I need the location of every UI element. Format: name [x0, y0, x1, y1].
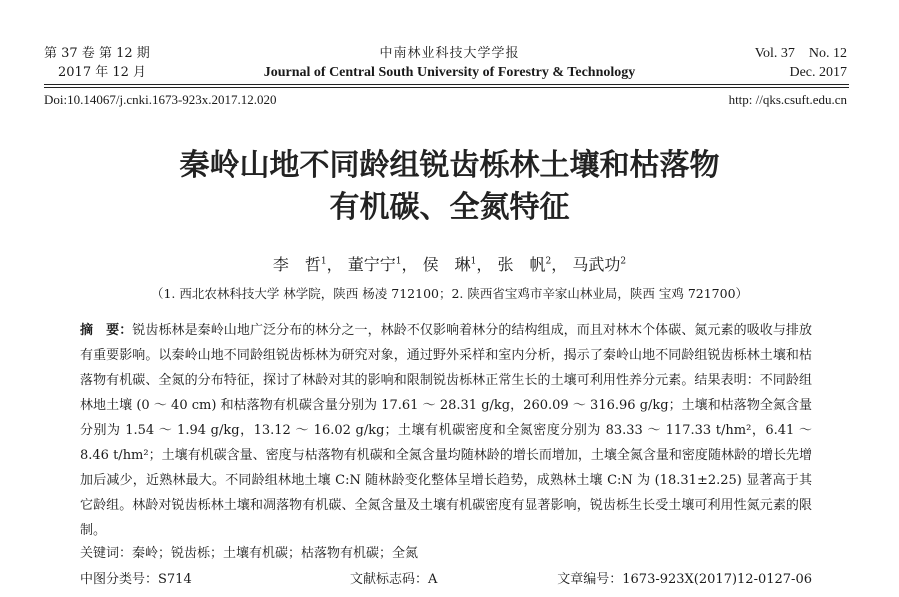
- journal-url-link[interactable]: http: //qks.csuft.edu.cn: [728, 92, 847, 107]
- volume-en: Vol. 37 No. 12: [754, 46, 847, 61]
- author: 董宁宁$^1$，: [347, 255, 418, 274]
- author: 马武功$^2$: [572, 255, 627, 274]
- author: 侯 琳$^1$，: [422, 255, 493, 274]
- article-title: [0, 145, 899, 229]
- journal-name-en: Journal of Central South University of Forestry & Technology: [263, 65, 636, 80]
- title-line-1: 秦岭山地不同龄组锐齿栎林土壤和枯落物: [179, 148, 720, 183]
- doi-link[interactable]: Doi:10.14067/j.cnki.1673-923x.2017.12.020: [44, 92, 277, 107]
- author: 李 哲$^1$，: [272, 255, 343, 274]
- abstract-text: 锐齿栎林是秦岭山地广泛分布的林分之一，林龄不仅影响着林分的结构组成，而且对林木个体碳、氮元素的吸收与排放有重要影响。以秦岭山地不同龄组锐齿栎林为研究对象，通过野外采样和室内分析，揭示了秦岭山地不同龄组锐齿栎林土壤和枯落物有机碳、全氮的分布特征，探讨了林龄对其的影响和限制锐齿栎林正常生长的土壤可利用性养分元素。结果表明：不同龄组林地土壤 (0 ～ 40 cm) 和枯落物有机碳含量分别为 17.61 ～ 28.31 g/kg，260.09 ～ 316.96 g/kg；土壤和枯落物全氮含量分别为 1.54 ～ 1.94 g/kg，13.12 ～ 16.02 g/kg；土壤有机碳密度和全氮密度分别为 83.33 ～ 117.33 t/hm²，6.41 ～ 8.46 t/hm²；土壤有机碳含量、密度与枯落物有机碳和全氮含量均随林龄的增长而增加，土壤全氮含量和密度随林龄的增长先增加后减少，近熟林最大。不同龄组林地土壤 C:N 随林龄变化整体呈增长趋势，成熟林土壤 C:N 为 (18.31±2.25) 显著高于其它龄组。林龄对锐齿栎林土壤和凋落物有机碳、全氮含量及土壤有机碳密度有显著影响，锐齿栎生长受土壤可利用性氮元素的限制。: [80, 323, 812, 538]
- abstract: [80, 318, 812, 543]
- journal-name-cn: 中南林业科技大学学报: [379, 46, 520, 61]
- header-right: [755, 44, 847, 82]
- clc-number: 中图分类号：S714: [80, 572, 192, 587]
- date-cn: 2017 年 12 月: [58, 65, 147, 80]
- document-code: 文献标志码：A: [350, 572, 438, 587]
- title-line-2: 有机碳、全氮特征: [329, 190, 570, 225]
- article-number: 文章编号：1673-923X(2017)12-0127-06: [557, 572, 812, 587]
- header-rule-bottom: [44, 87, 849, 88]
- affiliation: （1. 西北农林科技大学 林学院，陕西 杨凌 712100；2. 陕西省宝鸡市辛家山林业局，陕西 宝鸡 721700）: [150, 286, 749, 301]
- abstract-label: 摘 要：: [80, 323, 133, 338]
- author-list: [0, 252, 899, 275]
- date-en: Dec. 2017: [789, 65, 847, 80]
- volume-cn: 第 37 卷 第 12 期: [44, 46, 150, 61]
- header-rule-top: [44, 84, 849, 85]
- keywords: 关键词：秦岭；锐齿栎；土壤有机碳；枯落物有机碳；全氮: [80, 546, 419, 561]
- author: 张 帆$^2$，: [497, 255, 568, 274]
